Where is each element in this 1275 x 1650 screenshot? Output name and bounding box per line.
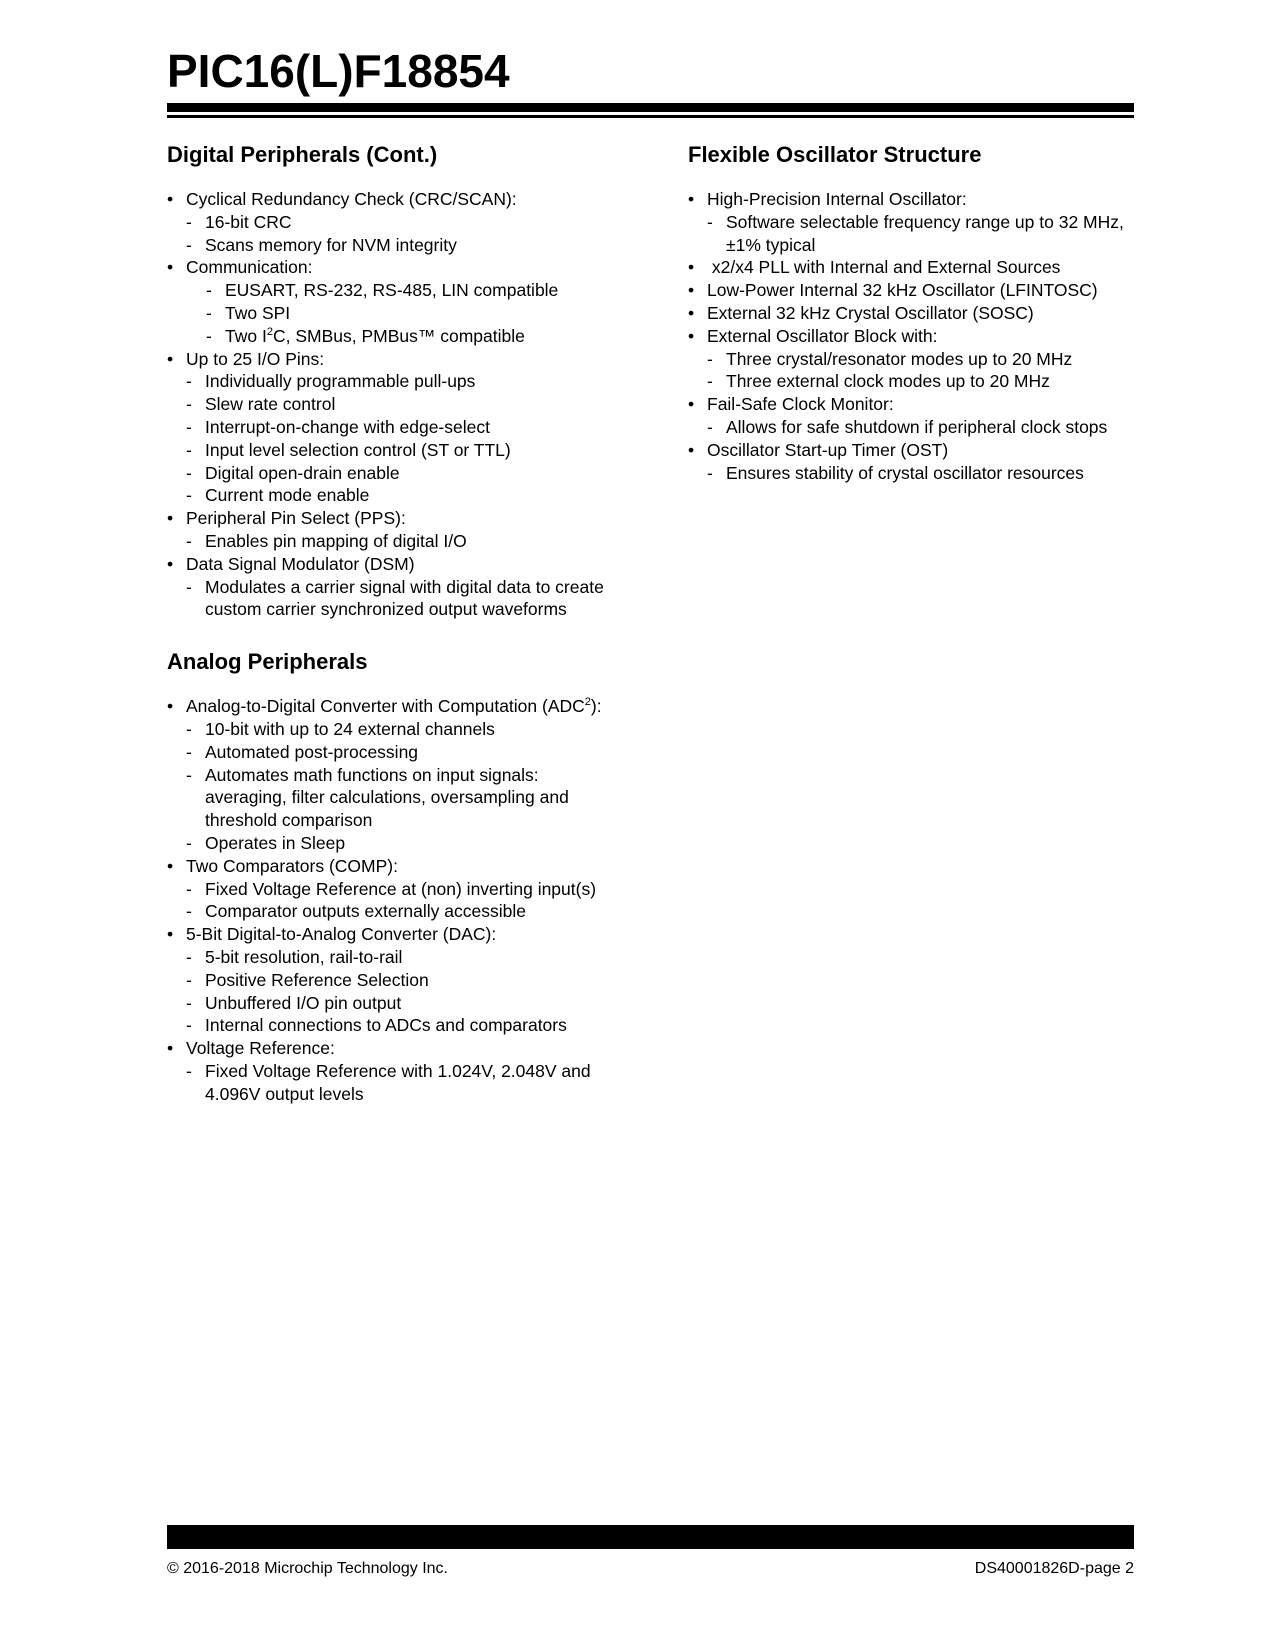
sub-list-item: - 16-bit CRC <box>186 211 292 232</box>
sub-list-item: - Modulates a carrier signal with digital data to create custom carrier synchronized output waveforms <box>186 576 604 620</box>
bullet-icon: • <box>167 1038 174 1059</box>
list-item-label: Voltage Reference: <box>186 1038 335 1059</box>
list-item-pll <box>688 256 1128 279</box>
bullet-icon: • <box>167 855 174 876</box>
sub-list-item: - Internal connections to ADCs and comparators <box>186 1015 567 1036</box>
sub-list-item: - Interrupt-on-change with edge-select <box>186 416 491 437</box>
sub-list-item: - 5-bit resolution, rail-to-rail <box>186 946 403 967</box>
dash-icon: - <box>186 878 192 899</box>
list-item-label: Analog-to-Digital Converter with Computation (ADC$^2$): <box>186 696 602 717</box>
dash-icon: - <box>186 530 192 551</box>
list-item-dsm <box>167 553 607 621</box>
bullet-icon: • <box>167 553 174 574</box>
list-item-hfintosc <box>688 188 1128 256</box>
dash-icon: - <box>186 576 192 597</box>
list-item-label: Oscillator Start-up Timer (OST) <box>707 439 949 460</box>
sub-list <box>707 348 1128 394</box>
list-item-io-pins <box>167 348 607 508</box>
right-column <box>688 138 1128 484</box>
dash-icon: - <box>707 371 713 392</box>
list-item-label: High-Precision Internal Oscillator: <box>707 189 967 209</box>
dash-icon: - <box>186 371 192 392</box>
sub-list-item: - Two $I^2C$, SMBus, PMBus™ compatible <box>206 325 525 346</box>
sub-list-item: - Scans memory for NVM integrity <box>186 234 457 255</box>
sub-list <box>186 279 607 347</box>
list-item-comparators <box>167 855 607 923</box>
sub-list <box>186 718 607 855</box>
list-item-label: Communication: <box>186 257 313 278</box>
dash-icon: - <box>186 485 192 506</box>
dash-icon: - <box>186 969 192 990</box>
list-item-label: Up to 25 I/O Pins: <box>186 348 325 369</box>
list-item-ost <box>688 439 1128 485</box>
sub-list-item: - Ensures stability of crystal oscillator resources <box>707 462 1084 483</box>
oscillator-list <box>688 188 1128 484</box>
list-item-crc <box>167 188 607 256</box>
sub-list-item: - Two SPI <box>206 302 291 323</box>
sub-list-item: - Digital open-drain enable <box>186 462 400 483</box>
bullet-icon: • <box>167 189 174 209</box>
list-item-label: External Oscillator Block with: <box>707 325 938 346</box>
left-column <box>167 138 607 1105</box>
dash-icon: - <box>186 394 192 415</box>
list-item-label: Cyclical Redundancy Check (CRC/SCAN): <box>186 189 517 209</box>
bullet-icon: • <box>688 280 695 301</box>
dash-icon: - <box>186 462 192 483</box>
header-rule-thin <box>167 115 1134 118</box>
list-item-external-oscillator <box>688 325 1128 393</box>
sub-list <box>186 576 607 622</box>
dash-icon: - <box>206 280 212 301</box>
analog-peripherals-list <box>167 695 607 1105</box>
header-rule-thick <box>167 103 1134 112</box>
sub-list-item: - Positive Reference Selection <box>186 969 429 990</box>
section-title-analog-peripherals: Analog Peripherals <box>167 649 368 675</box>
sub-list <box>186 946 607 1037</box>
digital-peripherals-list <box>167 188 607 621</box>
list-item-communication <box>167 256 607 347</box>
sub-list-item: - Current mode enable <box>186 485 370 506</box>
bullet-icon: • <box>167 508 174 529</box>
page-title: PIC16(L)F18854 <box>167 45 510 97</box>
sub-list-item: - Individually programmable pull-ups <box>186 371 476 392</box>
sub-list <box>707 211 1128 257</box>
bullet-icon: • <box>688 325 695 346</box>
dash-icon: - <box>707 416 713 437</box>
sub-list <box>186 1060 607 1106</box>
list-item-fscm <box>688 393 1128 439</box>
dash-icon: - <box>186 741 192 762</box>
sub-list-item: - Automated post-processing <box>186 741 419 762</box>
list-item-label: x2/x4 PLL with Internal and External Sources <box>707 257 1061 278</box>
bullet-icon: • <box>167 924 174 945</box>
dash-icon: - <box>186 946 192 967</box>
dash-icon: - <box>707 348 713 369</box>
dash-icon: - <box>186 416 192 437</box>
sub-list <box>707 462 1128 485</box>
sub-list <box>707 416 1128 439</box>
dash-icon: - <box>186 439 192 460</box>
sub-list <box>186 211 607 257</box>
footer-copyright: © 2016-2018 Microchip Technology Inc. <box>167 1560 448 1577</box>
sub-list-item: - Three crystal/resonator modes up to 20 MHz <box>707 348 1073 369</box>
sub-list-item: - Fixed Voltage Reference at (non) inverting input(s) <box>186 878 597 899</box>
bullet-icon: • <box>688 439 695 460</box>
dash-icon: - <box>206 325 212 346</box>
bullet-icon: • <box>167 257 174 278</box>
dash-icon: - <box>707 211 713 232</box>
dash-icon: - <box>186 764 192 785</box>
list-item-label: Peripheral Pin Select (PPS): <box>186 508 406 529</box>
dash-icon: - <box>186 1015 192 1036</box>
list-item-sosc <box>688 302 1128 325</box>
bullet-icon: • <box>167 696 174 717</box>
sub-list-item: - Software selectable frequency range up to 32 MHz, ±1% typical <box>707 211 1124 255</box>
section-title-flexible-oscillator: Flexible Oscillator Structure <box>688 142 982 167</box>
sub-list-item: - Allows for safe shutdown if peripheral clock stops <box>707 416 1108 437</box>
dash-icon: - <box>186 992 192 1013</box>
list-item-adc <box>167 695 607 855</box>
sub-list-item: - Automates math functions on input signals: averaging, filter calculations, oversampling and threshold comparison <box>186 764 569 831</box>
list-item-label: Data Signal Modulator (DSM) <box>186 553 415 574</box>
list-item-pps <box>167 507 607 553</box>
list-item-label: 5-Bit Digital-to-Analog Converter (DAC): <box>186 924 497 945</box>
list-item-voltage-reference <box>167 1037 607 1105</box>
list-item-lfintosc <box>688 279 1128 302</box>
sub-list-item: - Slew rate control <box>186 394 336 415</box>
sub-list-item: - Input level selection control (ST or TTL) <box>186 439 511 460</box>
dash-icon: - <box>186 832 192 853</box>
list-item-label: External 32 kHz Crystal Oscillator (SOSC) <box>707 302 1034 323</box>
sub-list-item: - Enables pin mapping of digital I/O <box>186 530 467 551</box>
footer-bar <box>167 1525 1134 1549</box>
dash-icon: - <box>186 901 192 922</box>
dash-icon: - <box>186 234 192 255</box>
dash-icon: - <box>707 462 713 483</box>
bullet-icon: • <box>688 394 695 415</box>
bullet-icon: • <box>167 348 174 369</box>
sub-list-item: - Unbuffered I/O pin output <box>186 992 402 1013</box>
footer-page-number: DS40001826D-page 2 <box>974 1560 1134 1577</box>
section-spacer <box>167 621 607 645</box>
bullet-icon: • <box>688 302 695 323</box>
sub-list-item: - Fixed Voltage Reference with 1.024V, 2.048V and 4.096V output levels <box>186 1060 591 1104</box>
section-title-digital-peripherals: Digital Peripherals (Cont.) <box>167 142 438 167</box>
dash-icon: - <box>186 718 192 739</box>
sub-list <box>186 878 607 924</box>
dash-icon: - <box>186 1060 192 1081</box>
bullet-icon: • <box>688 257 695 278</box>
list-item-label: Fail-Safe Clock Monitor: <box>707 394 894 415</box>
sub-list-item: - EUSART, RS-232, RS-485, LIN compatible <box>206 280 559 301</box>
list-item-label: Low-Power Internal 32 kHz Oscillator (LFINTOSC) <box>707 280 1098 301</box>
dash-icon: - <box>206 302 212 323</box>
sub-list-item: - 10-bit with up to 24 external channels <box>186 718 495 739</box>
sub-list-item: - Comparator outputs externally accessible <box>186 901 526 922</box>
dash-icon: - <box>186 211 192 232</box>
list-item-label: Two Comparators (COMP): <box>186 855 398 876</box>
sub-list <box>186 530 607 553</box>
list-item-dac <box>167 923 607 1037</box>
sub-list-item: - Three external clock modes up to 20 MHz <box>707 371 1050 392</box>
bullet-icon: • <box>688 189 695 209</box>
sub-list-item: - Operates in Sleep <box>186 832 346 853</box>
sub-list <box>186 370 607 507</box>
